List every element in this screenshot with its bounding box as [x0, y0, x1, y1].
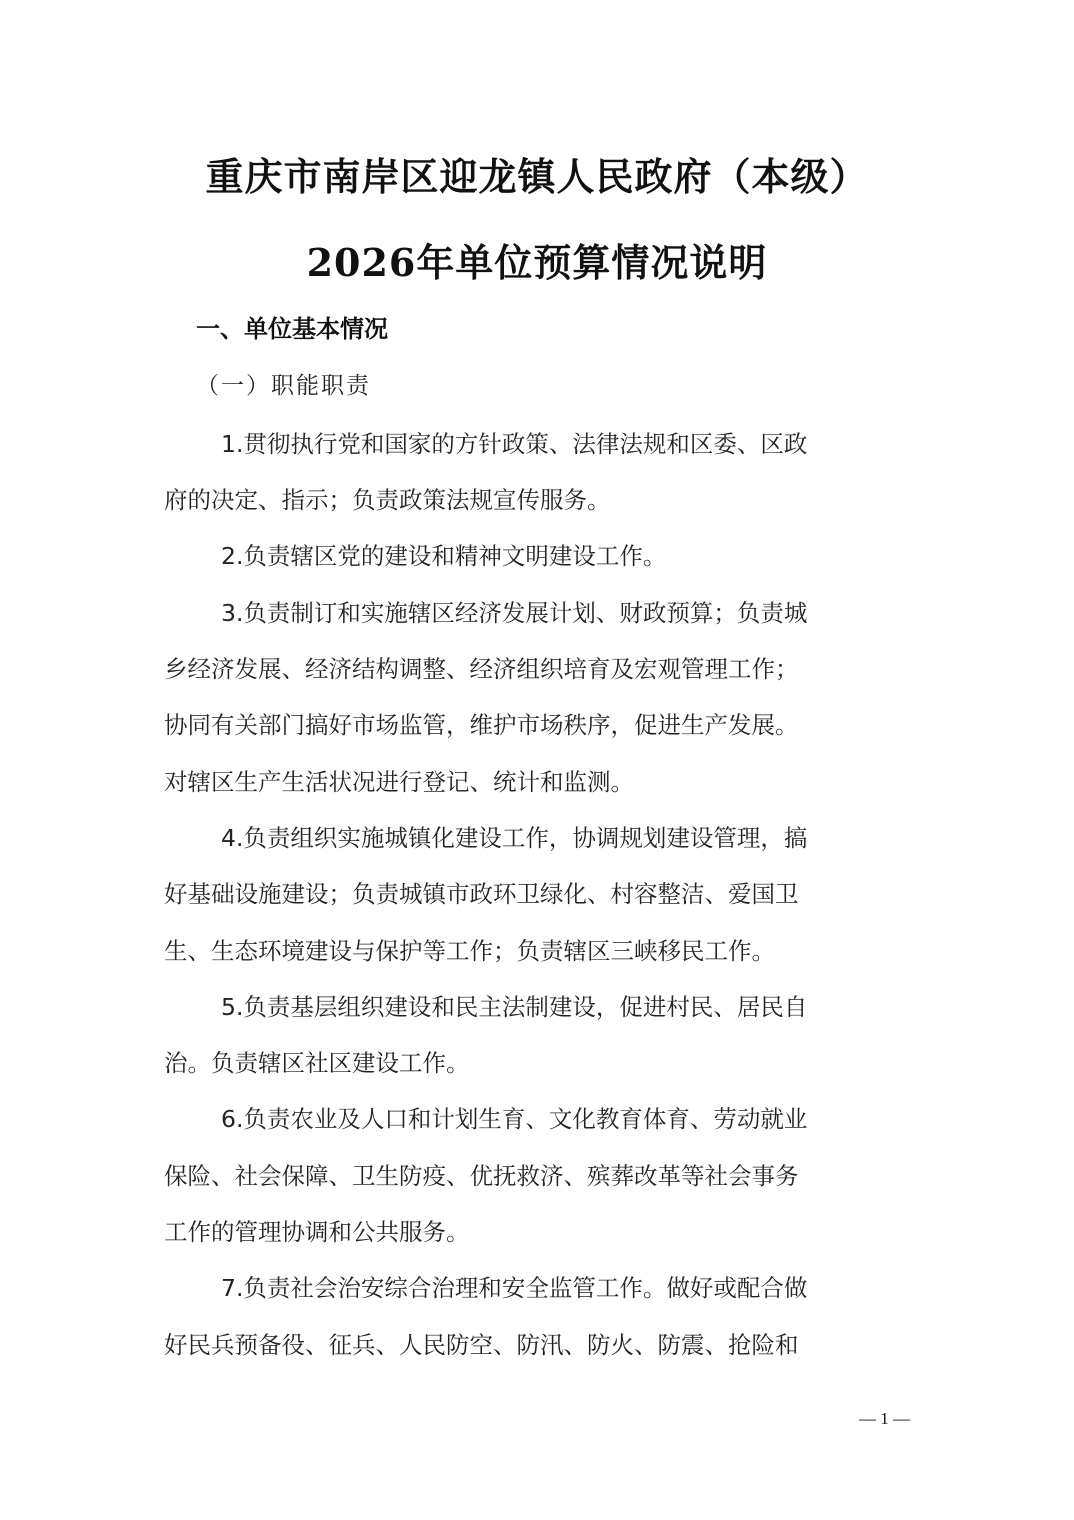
paragraph-line: 治。负责辖区社区建设工作。 — [164, 1049, 470, 1077]
paragraph-line: 6.负责农业及人口和计划生育、文化教育体育、劳动就业 — [221, 1105, 808, 1133]
subsection-heading: （一）职能职责 — [196, 373, 371, 399]
paragraph-line: 好基础设施建设；负责城镇市政环卫绿化、村容整洁、爱国卫 — [164, 880, 799, 908]
section-heading: 一、单位基本情况 — [196, 315, 388, 343]
paragraph-line: 3.负责制订和实施辖区经济发展计划、财政预算；负责城 — [221, 599, 808, 627]
paragraph-line: 1.贯彻执行党和国家的方针政策、法律法规和区委、区政 — [221, 430, 808, 458]
paragraph-line: 府的决定、指示；负责政策法规宣传服务。 — [164, 486, 611, 514]
paragraph-line: 好民兵预备役、征兵、人民防空、防汛、防火、防震、抢险和 — [164, 1331, 799, 1359]
paragraph-line: 生、生态环境建设与保护等工作；负责辖区三峡移民工作。 — [164, 937, 775, 965]
paragraph-line: 对辖区生产生活状况进行登记、统计和监测。 — [164, 768, 634, 796]
document-title-line-2: 2026年单位预算情况说明 — [306, 240, 768, 285]
paragraph-line: 7.负责社会治安综合治理和安全监管工作。做好或配合做 — [221, 1274, 808, 1302]
paragraph-line: 5.负责基层组织建设和民主法制建设，促进村民、居民自 — [221, 993, 808, 1021]
paragraph-line: 乡经济发展、经济结构调整、经济组织培育及宏观管理工作； — [164, 655, 799, 683]
paragraph-line: 保险、社会保障、卫生防疫、优抚救济、殡葬改革等社会事务 — [164, 1162, 799, 1190]
paragraph-line: 4.负责组织实施城镇化建设工作，协调规划建设管理，搞 — [221, 824, 808, 852]
paragraph-line: 工作的管理协调和公共服务。 — [164, 1218, 470, 1246]
paragraph-line: 2.负责辖区党的建设和精神文明建设工作。 — [221, 542, 667, 570]
page-number: — 1 — — [859, 1409, 910, 1428]
paragraph-line: 协同有关部门搞好市场监管，维护市场秩序，促进生产发展。 — [164, 711, 799, 739]
document-title-line-1: 重庆市南岸区迎龙镇人民政府（本级） — [205, 154, 869, 199]
